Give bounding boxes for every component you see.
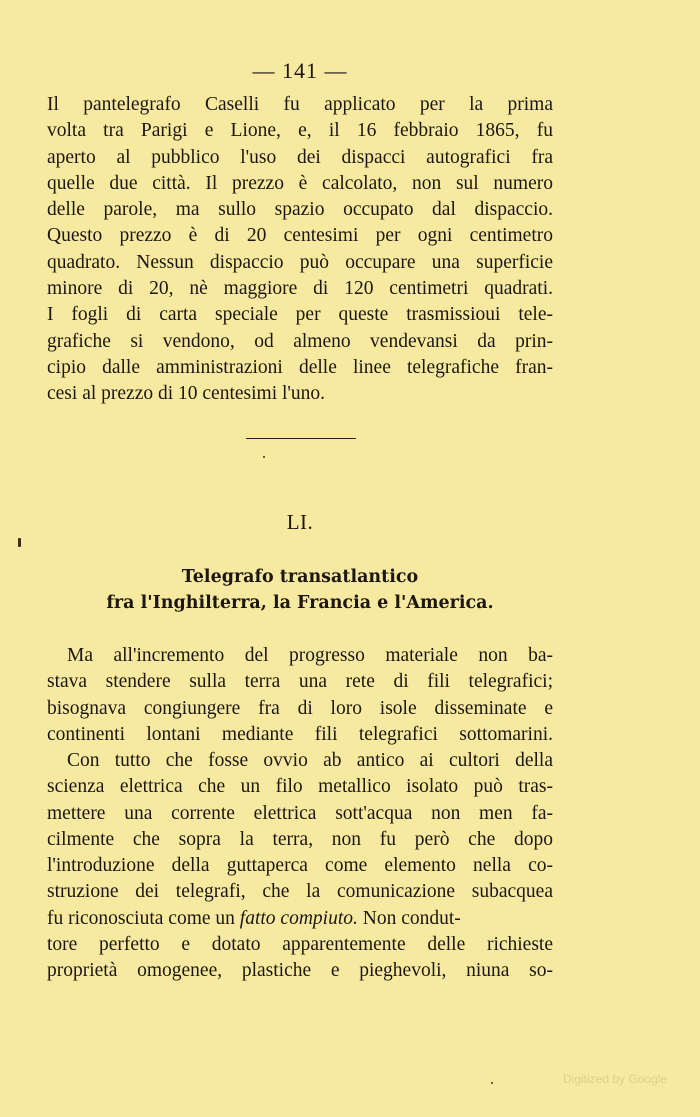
section-divider-rule xyxy=(246,438,356,439)
paragraph-submarine-intro xyxy=(47,643,553,748)
section-number: LI. xyxy=(286,510,314,534)
text-line: aperto al pubblico l'uso dei dispacci autografici fra xyxy=(47,146,553,168)
text-line: proprietà omogenee, plastiche e pieghevoli, niuna so- xyxy=(47,960,553,982)
text-line: bisognava congiungere fra di loro isole disseminate e xyxy=(47,697,553,719)
text-line: quelle due città. Il prezzo è calcolato, non sul numero xyxy=(47,172,553,194)
text-line: Il pantelegrafo Caselli fu applicato per la prima xyxy=(47,94,553,115)
text-line: cilmente che sopra la terra, non fu però che dopo xyxy=(47,828,553,850)
line-text-before: fu riconosciuta come un xyxy=(47,907,240,929)
print-speck xyxy=(18,538,21,547)
section-title-line-1: Telegrafo transatlantico xyxy=(181,567,419,587)
print-speck xyxy=(491,1082,493,1084)
text-line: stava stendere sulla terra una rete di fili telegrafici; xyxy=(47,671,553,693)
paragraph-caselli-pantelegraph xyxy=(47,92,553,408)
text-line: I fogli di carta speciale per queste trasmissioui tele- xyxy=(47,304,553,326)
text-line: Questo prezzo è di 20 centesimi per ogni centimetro xyxy=(47,225,553,247)
text-line: delle parole, ma sullo spazio occupato dal dispaccio. xyxy=(47,199,553,221)
text-line: mettere una corrente elettrica sott'acqua non men fa- xyxy=(47,802,553,824)
section-title xyxy=(0,564,600,616)
text-line: Ma all'incremento del progresso materiale non ba- xyxy=(67,645,553,666)
text-line: volta tra Parigi e Lione, e, il 16 febbraio 1865, fu xyxy=(47,120,553,142)
print-speck xyxy=(263,456,265,458)
text-line: struzione dei telegrafi, che la comunicazione subacquea xyxy=(47,881,553,903)
text-line: Con tutto che fosse ovvio ab antico ai cultori della xyxy=(67,750,553,771)
text-line: cipio dalle amministrazioni delle linee telegrafiche fran- xyxy=(47,356,553,378)
section-title-line-2: fra l'Inghilterra, la Francia e l'America. xyxy=(106,593,494,613)
line-text-after: Non condut- xyxy=(357,907,461,929)
page-number: — 141 — xyxy=(252,58,348,83)
text-line: scienza elettrica che un filo metallico isolato può tras- xyxy=(47,776,553,798)
text-line: grafiche si vendono, od almeno vendevansi da prin- xyxy=(47,330,553,352)
paragraph-guttapercha xyxy=(47,748,553,985)
text-line: quadrato. Nessun dispaccio può occupare una superficie xyxy=(47,251,553,273)
text-line: l'introduzione della guttaperca come elemento nella co- xyxy=(47,855,553,877)
italic-phrase: fatto compiuto. xyxy=(239,907,358,929)
text-line: tore perfetto e dotato apparentemente delle richieste xyxy=(47,934,553,956)
text-line: minore di 20, nè maggiore di 120 centimetri quadrati. xyxy=(47,278,553,300)
text-line xyxy=(47,906,553,932)
text-line: cesi al prezzo di 10 centesimi l'uno. xyxy=(47,383,326,405)
digitization-watermark: Digitized by Google xyxy=(563,1072,668,1086)
text-line: continenti lontani mediante fili telegrafici sottomarini. xyxy=(47,723,553,745)
